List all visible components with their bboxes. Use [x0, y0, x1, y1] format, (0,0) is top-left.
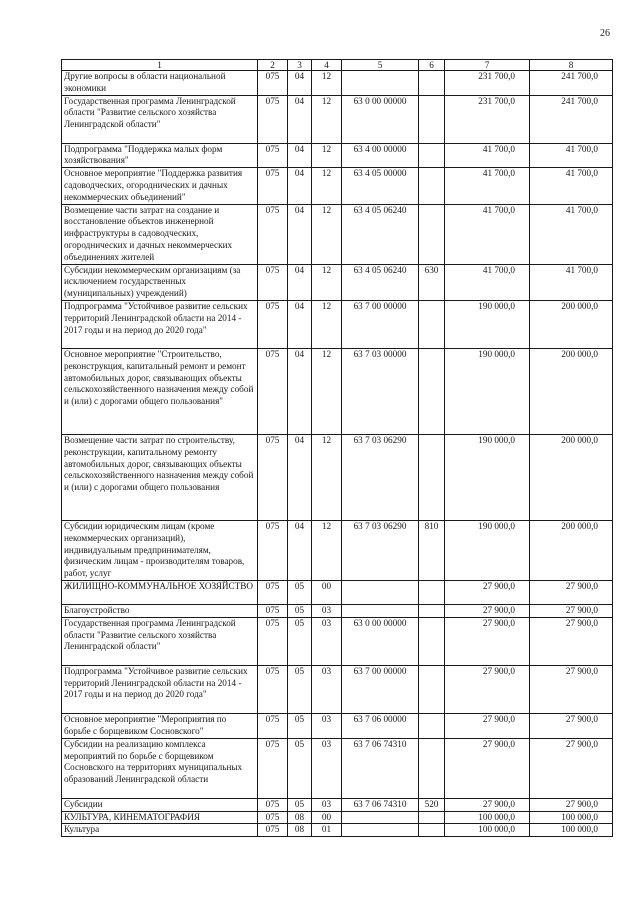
table-row	[62, 300, 613, 348]
cell-section: 04	[288, 143, 312, 168]
table-row	[62, 798, 613, 811]
cell-amount-year2: 41 700,0	[530, 168, 613, 204]
cell-name: Подпрограмма "Устойчивое развитие сельских территорий Ленинградской области на 2014 - 2017 годы и на период до 2020 года"	[62, 300, 258, 348]
cell-name: Государственная программа Ленинградской области "Развитие сельского хозяйства Ленинградской области"	[62, 95, 258, 143]
cell-section: 05	[288, 604, 312, 617]
cell-expense-type: 520	[419, 798, 445, 811]
col-header: 8	[530, 60, 613, 71]
cell-target-article	[342, 580, 419, 604]
cell-subsection: 03	[312, 665, 342, 713]
cell-grbs: 075	[258, 604, 288, 617]
cell-section: 05	[288, 665, 312, 713]
cell-amount-year1: 27 900,0	[445, 798, 530, 811]
cell-subsection: 12	[312, 520, 342, 580]
cell-amount-year2: 27 900,0	[530, 738, 613, 798]
cell-amount-year1: 100 000,0	[445, 811, 530, 824]
cell-subsection: 00	[312, 580, 342, 604]
cell-amount-year1: 41 700,0	[445, 143, 530, 168]
cell-expense-type	[419, 713, 445, 738]
cell-section: 05	[288, 738, 312, 798]
page-number: 26	[600, 28, 610, 39]
cell-name: Субсидии	[62, 798, 258, 811]
cell-amount-year1: 27 900,0	[445, 604, 530, 617]
cell-name: КУЛЬТУРА, КИНЕМАТОГРАФИЯ	[62, 811, 258, 824]
table-row	[62, 617, 613, 665]
cell-amount-year1: 190 000,0	[445, 520, 530, 580]
cell-amount-year2: 100 000,0	[530, 824, 613, 837]
cell-name: Возмещение части затрат по строительству, реконструкции, капитальному ремонту автомобильных дорог, связывающих объекты сельскохозяйственного назначения между собой и (или) с дорогами общего пользования	[62, 434, 258, 520]
cell-grbs: 075	[258, 738, 288, 798]
cell-subsection: 03	[312, 713, 342, 738]
cell-section: 04	[288, 348, 312, 434]
table-row	[62, 665, 613, 713]
cell-grbs: 075	[258, 580, 288, 604]
cell-expense-type	[419, 168, 445, 204]
cell-amount-year2: 41 700,0	[530, 204, 613, 264]
cell-subsection: 12	[312, 264, 342, 300]
cell-section: 04	[288, 95, 312, 143]
cell-grbs: 075	[258, 520, 288, 580]
cell-subsection: 12	[312, 204, 342, 264]
cell-grbs: 075	[258, 204, 288, 264]
cell-subsection: 01	[312, 824, 342, 837]
cell-amount-year1: 27 900,0	[445, 738, 530, 798]
cell-name: Основное мероприятие "Поддержка развития садоводческих, огороднических и дачных некоммерческих объединений"	[62, 168, 258, 204]
cell-subsection: 12	[312, 434, 342, 520]
table-row	[62, 811, 613, 824]
table-row	[62, 143, 613, 168]
cell-grbs: 075	[258, 348, 288, 434]
cell-expense-type	[419, 95, 445, 143]
cell-grbs: 075	[258, 434, 288, 520]
cell-expense-type: 810	[419, 520, 445, 580]
cell-name: Субсидии некоммерческим организациям (за исключением государственных (муниципальных) учреждений)	[62, 264, 258, 300]
cell-target-article: 63 7 00 00000	[342, 665, 419, 713]
cell-amount-year1: 190 000,0	[445, 434, 530, 520]
cell-grbs: 075	[258, 824, 288, 837]
cell-subsection: 12	[312, 71, 342, 96]
cell-amount-year1: 231 700,0	[445, 71, 530, 96]
cell-grbs: 075	[258, 95, 288, 143]
cell-target-article	[342, 71, 419, 96]
cell-expense-type	[419, 824, 445, 837]
cell-target-article: 63 4 05 06240	[342, 204, 419, 264]
cell-section: 08	[288, 824, 312, 837]
cell-grbs: 075	[258, 71, 288, 96]
cell-amount-year1: 190 000,0	[445, 348, 530, 434]
cell-subsection: 03	[312, 604, 342, 617]
cell-name: Подпрограмма "Поддержка малых форм хозяйствования"	[62, 143, 258, 168]
cell-name: Возмещение части затрат на создание и восстановление объектов инженерной инфраструктуры в садоводческих, огороднических и дачных некоммерческих объединениях жителей	[62, 204, 258, 264]
cell-amount-year2: 241 700,0	[530, 71, 613, 96]
cell-subsection: 12	[312, 95, 342, 143]
cell-amount-year1: 27 900,0	[445, 617, 530, 665]
cell-amount-year2: 27 900,0	[530, 713, 613, 738]
cell-target-article: 63 7 03 06290	[342, 520, 419, 580]
cell-name: Основное мероприятие "Строительство, реконструкция, капитальный ремонт и ремонт автомобильных дорог, связывающих объекты сельскохозяйственного назначения между собой и (или) с дорогами общего пользования"	[62, 348, 258, 434]
table-row	[62, 264, 613, 300]
cell-amount-year1: 100 000,0	[445, 824, 530, 837]
table-row	[62, 713, 613, 738]
cell-section: 08	[288, 811, 312, 824]
cell-expense-type	[419, 300, 445, 348]
table-row	[62, 434, 613, 520]
cell-expense-type	[419, 665, 445, 713]
cell-amount-year1: 41 700,0	[445, 204, 530, 264]
cell-section: 04	[288, 520, 312, 580]
cell-section: 05	[288, 617, 312, 665]
cell-grbs: 075	[258, 811, 288, 824]
cell-name: Подпрограмма "Устойчивое развитие сельских территорий Ленинградской области на 2014 - 2017 годы и на период до 2020 года"	[62, 665, 258, 713]
table-row	[62, 95, 613, 143]
col-header: 1	[62, 60, 258, 71]
cell-amount-year1: 190 000,0	[445, 300, 530, 348]
cell-grbs: 075	[258, 713, 288, 738]
table-row	[62, 71, 613, 96]
cell-target-article: 63 0 00 00000	[342, 617, 419, 665]
cell-amount-year2: 41 700,0	[530, 264, 613, 300]
cell-section: 05	[288, 798, 312, 811]
cell-name: Другие вопросы в области национальной экономики	[62, 71, 258, 96]
cell-subsection: 12	[312, 300, 342, 348]
cell-name: Благоустройство	[62, 604, 258, 617]
cell-name: Основное мероприятие "Мероприятия по борьбе с борщевиком Сосновского"	[62, 713, 258, 738]
cell-subsection: 12	[312, 168, 342, 204]
cell-expense-type	[419, 604, 445, 617]
cell-target-article: 63 7 03 00000	[342, 348, 419, 434]
table-row	[62, 348, 613, 434]
cell-expense-type	[419, 348, 445, 434]
cell-grbs: 075	[258, 143, 288, 168]
cell-amount-year1: 27 900,0	[445, 580, 530, 604]
cell-target-article: 63 4 05 00000	[342, 168, 419, 204]
cell-amount-year2: 200 000,0	[530, 348, 613, 434]
cell-target-article	[342, 604, 419, 617]
cell-target-article: 63 7 03 06290	[342, 434, 419, 520]
cell-amount-year2: 241 700,0	[530, 95, 613, 143]
cell-target-article: 63 7 06 74310	[342, 798, 419, 811]
cell-expense-type	[419, 71, 445, 96]
cell-grbs: 075	[258, 168, 288, 204]
cell-amount-year2: 200 000,0	[530, 520, 613, 580]
header-row	[62, 60, 613, 71]
cell-grbs: 075	[258, 617, 288, 665]
cell-subsection: 00	[312, 811, 342, 824]
cell-name: Культура	[62, 824, 258, 837]
cell-amount-year2: 100 000,0	[530, 811, 613, 824]
cell-subsection: 03	[312, 738, 342, 798]
budget-table	[61, 59, 613, 837]
cell-name: ЖИЛИЩНО-КОММУНАЛЬНОЕ ХОЗЯЙСТВО	[62, 580, 258, 604]
cell-subsection: 12	[312, 143, 342, 168]
cell-section: 04	[288, 168, 312, 204]
cell-amount-year2: 200 000,0	[530, 434, 613, 520]
cell-section: 04	[288, 264, 312, 300]
cell-expense-type	[419, 434, 445, 520]
col-header: 3	[288, 60, 312, 71]
cell-expense-type	[419, 811, 445, 824]
cell-amount-year2: 27 900,0	[530, 798, 613, 811]
col-header: 2	[258, 60, 288, 71]
cell-name: Субсидии на реализацию комплекса мероприятий по борьбе с борщевиком Сосновского на территориях муниципальных образований Ленинградской области	[62, 738, 258, 798]
table-row	[62, 520, 613, 580]
cell-expense-type	[419, 617, 445, 665]
cell-subsection: 12	[312, 348, 342, 434]
table-row	[62, 824, 613, 837]
cell-section: 04	[288, 204, 312, 264]
cell-target-article: 63 4 00 00000	[342, 143, 419, 168]
col-header: 4	[312, 60, 342, 71]
cell-amount-year2: 27 900,0	[530, 580, 613, 604]
cell-target-article	[342, 811, 419, 824]
cell-target-article	[342, 824, 419, 837]
cell-amount-year1: 231 700,0	[445, 95, 530, 143]
cell-target-article: 63 4 05 06240	[342, 264, 419, 300]
cell-expense-type	[419, 738, 445, 798]
cell-expense-type	[419, 204, 445, 264]
cell-expense-type	[419, 143, 445, 168]
cell-amount-year2: 200 000,0	[530, 300, 613, 348]
cell-expense-type: 630	[419, 264, 445, 300]
cell-expense-type	[419, 580, 445, 604]
table-row	[62, 168, 613, 204]
table-body	[62, 71, 613, 837]
cell-target-article: 63 7 06 74310	[342, 738, 419, 798]
cell-name: Субсидии юридическим лицам (кроме некоммерческих организаций), индивидуальным предпринимателям, физическим лицам - производителям товаров, работ, услуг	[62, 520, 258, 580]
cell-amount-year1: 41 700,0	[445, 168, 530, 204]
table-row	[62, 580, 613, 604]
cell-subsection: 03	[312, 617, 342, 665]
col-header: 5	[342, 60, 419, 71]
cell-grbs: 075	[258, 798, 288, 811]
cell-amount-year2: 27 900,0	[530, 665, 613, 713]
table-row	[62, 204, 613, 264]
cell-section: 04	[288, 434, 312, 520]
cell-name: Государственная программа Ленинградской области "Развитие сельского хозяйства Ленинградской области"	[62, 617, 258, 665]
cell-amount-year2: 27 900,0	[530, 617, 613, 665]
col-header: 6	[419, 60, 445, 71]
cell-grbs: 075	[258, 665, 288, 713]
table-row	[62, 604, 613, 617]
cell-amount-year2: 27 900,0	[530, 604, 613, 617]
cell-amount-year2: 41 700,0	[530, 143, 613, 168]
cell-amount-year1: 27 900,0	[445, 713, 530, 738]
cell-target-article: 63 0 00 00000	[342, 95, 419, 143]
cell-grbs: 075	[258, 300, 288, 348]
table-row	[62, 738, 613, 798]
col-header: 7	[445, 60, 530, 71]
cell-section: 04	[288, 300, 312, 348]
cell-section: 05	[288, 580, 312, 604]
cell-amount-year1: 27 900,0	[445, 665, 530, 713]
cell-target-article: 63 7 00 00000	[342, 300, 419, 348]
cell-target-article: 63 7 06 00000	[342, 713, 419, 738]
cell-subsection: 03	[312, 798, 342, 811]
cell-grbs: 075	[258, 264, 288, 300]
cell-section: 05	[288, 713, 312, 738]
cell-amount-year1: 41 700,0	[445, 264, 530, 300]
cell-section: 04	[288, 71, 312, 96]
